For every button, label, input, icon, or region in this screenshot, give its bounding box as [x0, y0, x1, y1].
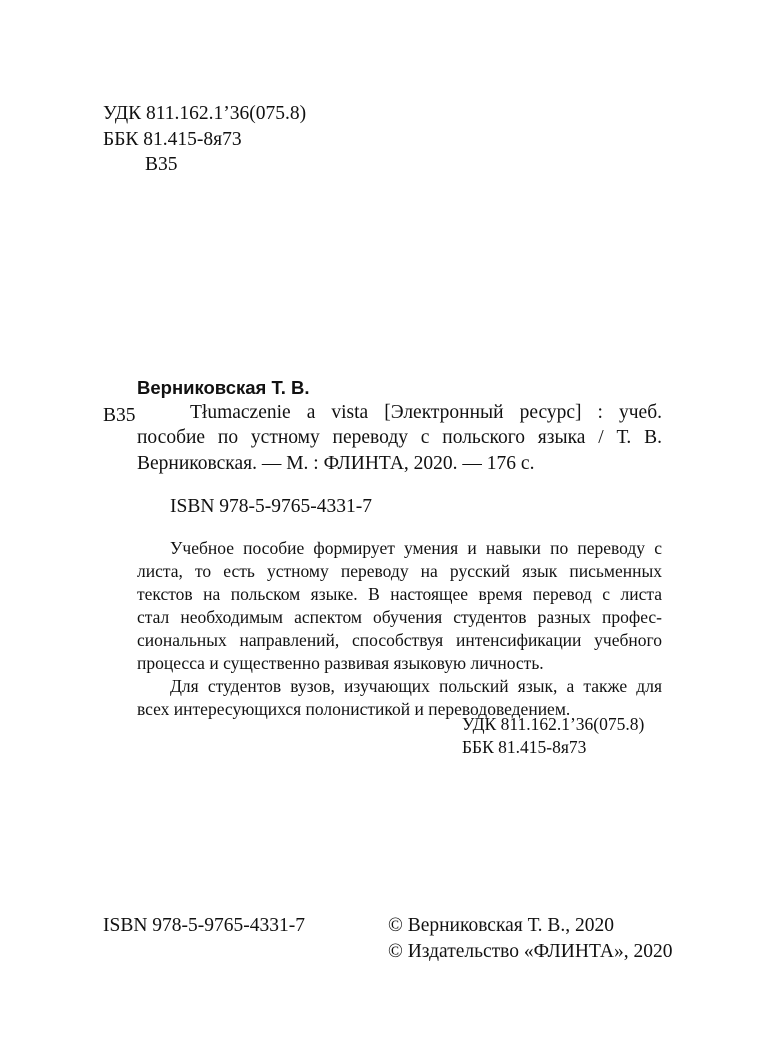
- annotation-udk: УДК 811.162.1’36(075.8): [462, 714, 645, 734]
- annotation-line-1: Учебное пособие формирует умения и навыки по переводу с: [170, 538, 662, 558]
- annotation-line-3: текстов на польском языке. В настоящее время перевод с листа: [137, 584, 662, 604]
- annotation-line-4: стал необходимым аспектом обучения студентов разных профес-: [137, 607, 662, 627]
- annotation-line-8: всех интересующихся полонистикой и переводоведением.: [137, 699, 571, 719]
- annotation-line-6: процесса и существенно развивая языковую личность.: [137, 653, 544, 673]
- header-udk: УДК 811.162.1’36(075.8): [103, 103, 307, 124]
- card-isbn: ISBN 978-5-9765-4331-7: [170, 496, 373, 517]
- footer-copyright-author: © Верниковская Т. В., 2020: [388, 915, 614, 936]
- footer-copyright-publisher: © Издательство «ФЛИНТА», 2020: [388, 941, 673, 962]
- annotation-line-5: сиональных направлений, способствуя интенсификации учебного: [137, 630, 662, 650]
- annotation-bbk: ББК 81.415-8я73: [462, 737, 587, 757]
- annotation-line-7: Для студентов вузов, изучающих польский язык, а также для: [170, 676, 662, 696]
- card-author: Верниковская Т. В.: [137, 377, 310, 398]
- card-title-line-1: Tłumaczenie a vista [Электронный ресурс] : учеб.: [190, 402, 662, 423]
- card-title-line-2: пособие по устному переводу с польского языка / Т. В.: [137, 427, 662, 448]
- header-author-code: В35: [145, 154, 178, 175]
- card-title-line-3: Верниковская. — М. : ФЛИНТА, 2020. — 176 с.: [137, 453, 535, 474]
- annotation-line-2: листа, то есть устному переводу на русский язык письменных: [137, 561, 662, 581]
- card-code: В35: [103, 405, 136, 426]
- footer-isbn: ISBN 978-5-9765-4331-7: [103, 915, 306, 936]
- header-bbk: ББК 81.415-8я73: [103, 129, 242, 150]
